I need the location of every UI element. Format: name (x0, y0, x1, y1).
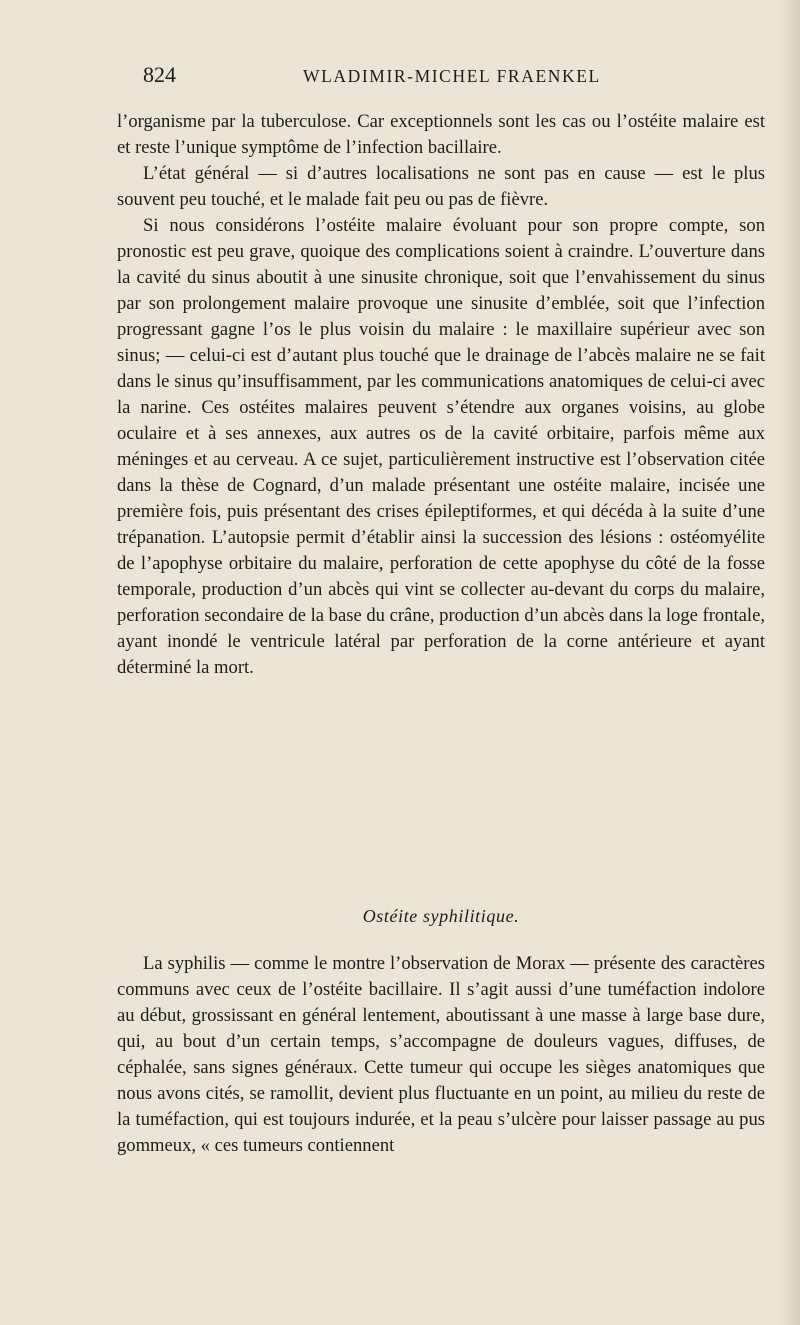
paragraph-3: Si nous considérons l’ostéite malaire évoluant pour son propre compte, son pronostic est peu grave, quoique des complications soient à craindre. L’ouverture dans la cavité du sinus aboutit à une sinusite chronique, soit que l’envahissement du sinus par son prolongement malaire provoque une sinusite d’emblée, soit que l’infection progressant gagne l’os le plus voisin du malaire : le maxillaire supérieur avec son sinus; — celui-ci est d’autant plus touché que le drainage de l’abcès malaire ne se fait dans le sinus qu’insuffisamment, par les communications anatomiques de celui-ci avec la narine. Ces ostéites malaires peuvent s’étendre aux organes voisins, au globe oculaire et à ses annexes, aux autres os de la cavité orbitaire, parfois même aux méninges et au cerveau. A ce sujet, particulièrement instructive est l’observation citée dans la thèse de Cognard, d’un malade présentant une ostéite malaire, incisée une première fois, puis présentant des crises épileptiformes, et qui décéda à la suite d’une trépanation. L’autopsie permit d’établir ainsi la succession des lésions : ostéomyélite de l’apophyse orbitaire du malaire, perforation de cette apophyse du côté de la fosse temporale, production d’un abcès qui vint se collecter au-devant du corps du malaire, perforation secondaire de la base du crâne, production d’un abcès dans la loge frontale, ayant inondé le ventricule latéral par perforation de la corne antérieure et ayant déterminé la mort. (117, 215, 765, 678)
paragraph-2: L’état général — si d’autres localisations ne sont pas en cause — est le plus souvent peu touché, et le malade fait peu ou pas de fièvre. (117, 163, 765, 210)
section-text (117, 951, 765, 1159)
section-paragraph: La syphilis — comme le montre l’observation de Morax — présente des caractères communs avec ceux de l’ostéite bacillaire. Il s’agit aussi d’une tuméfaction indolore au début, grossissant en général lentement, aboutissant à une masse à large base dure, qui, au bout d’un certain temps, s’accompagne de douleurs vagues, diffuses, de céphalée, sans signes généraux. Cette tumeur qui occupe les sièges anatomiques que nous avons cités, se ramollit, devient plus fluctuante en un point, au milieu du reste de la tuméfaction, qui est toujours indurée, et la peau s’ulcère pour laisser passage au pus gommeux, « ces tumeurs contiennent (117, 953, 765, 1156)
page-edge-shadow (778, 0, 800, 1325)
body-text (117, 109, 765, 681)
running-head: WLADIMIR-MICHEL FRAENKEL (303, 66, 601, 86)
paragraph-1: l’organisme par la tuberculose. Car exceptionnels sont les cas ou l’ostéite malaire est et reste l’unique symptôme de l’infection bacillaire. (117, 111, 765, 158)
page-number: 824 (143, 62, 176, 87)
page-header (143, 62, 763, 96)
section-title: Ostéite syphilitique. (362, 906, 520, 926)
